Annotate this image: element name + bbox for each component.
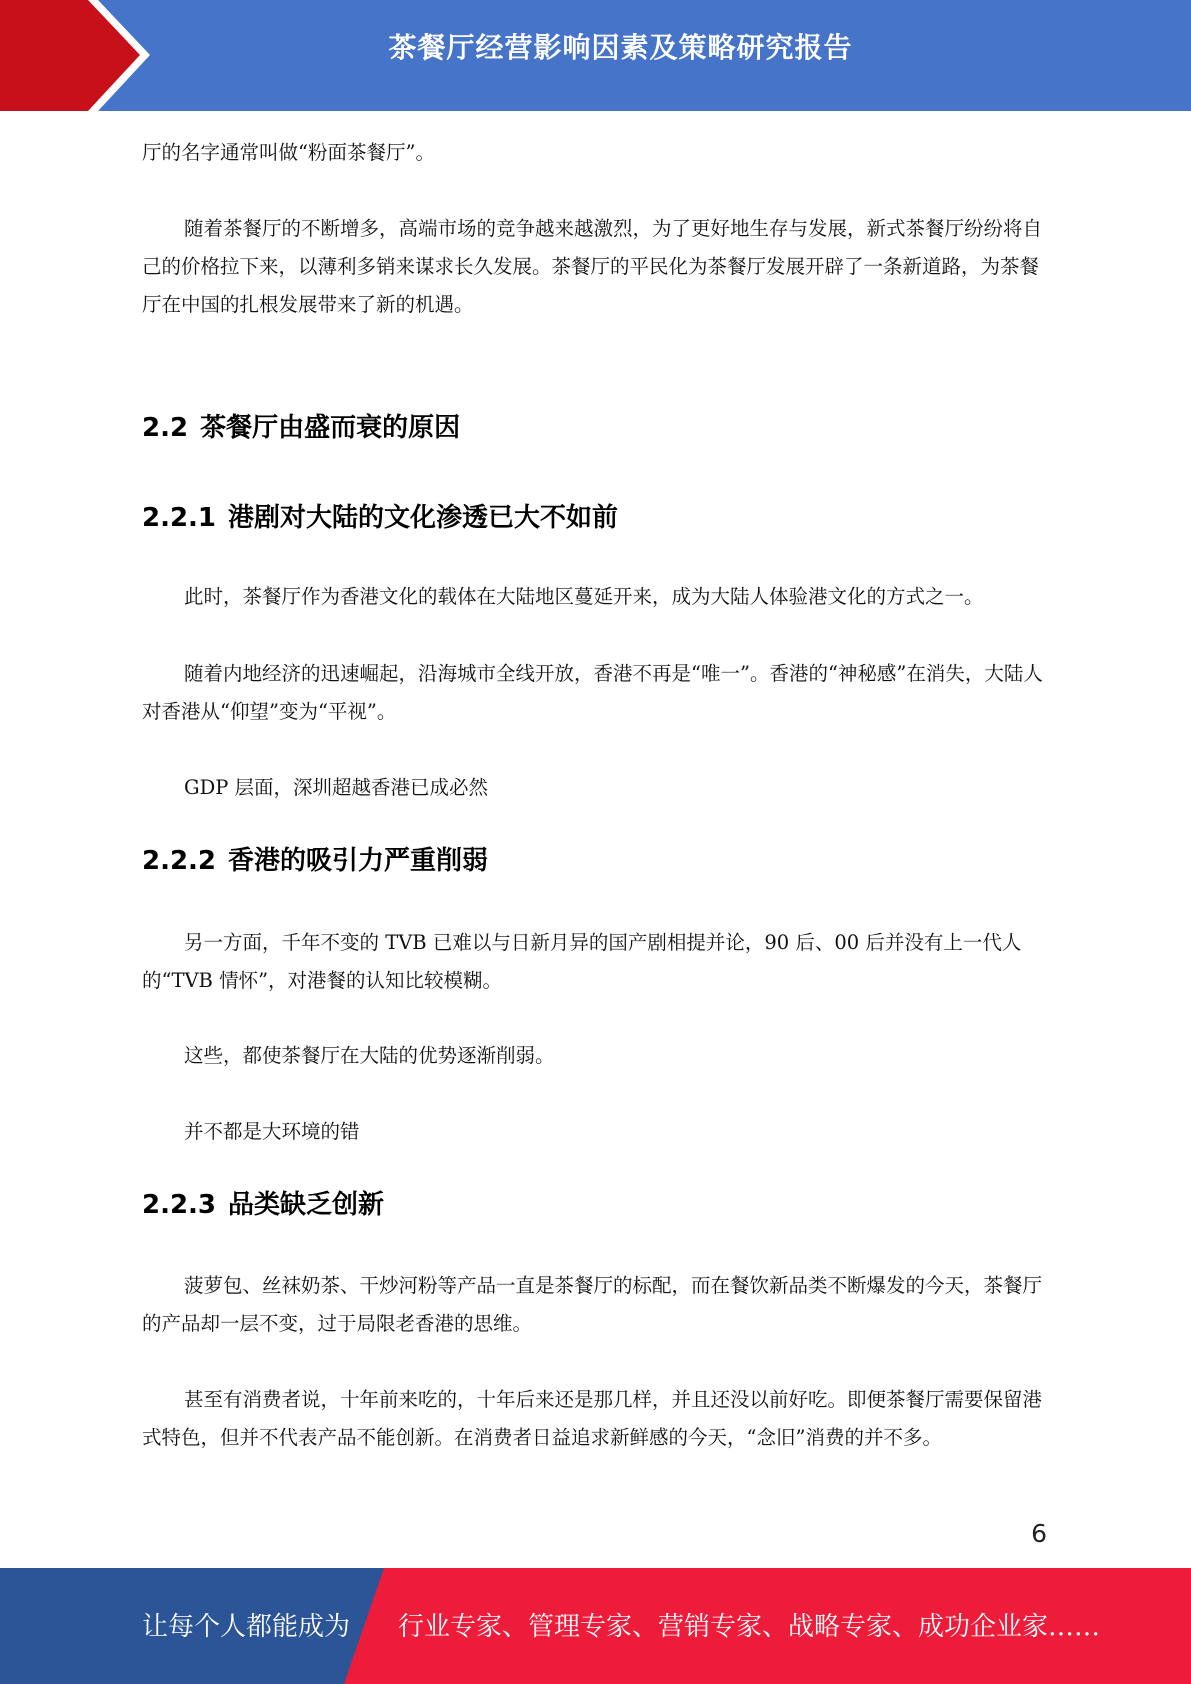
paragraph: GDP 层面，深圳超越香港已成必然 <box>184 776 489 799</box>
page-header <box>0 0 1191 111</box>
section-number: 2.2.3 <box>142 1190 217 1220</box>
section-heading-2-2 <box>142 410 460 446</box>
footer-slogan-right: 行业专家、管理专家、营销专家、战略专家、成功企业家…… <box>398 1612 1101 1642</box>
page-footer <box>0 1568 1191 1684</box>
section-number: 2.2.2 <box>142 846 217 876</box>
paragraph: 并不都是大环境的错 <box>184 1120 360 1143</box>
paragraph: 厅的名字通常叫做“粉面茶餐厅”。 <box>142 141 435 164</box>
section-heading-2-2-2 <box>142 843 488 879</box>
section-title: 茶餐厅由盛而衰的原因 <box>200 413 461 443</box>
section-number: 2.2 <box>142 413 189 443</box>
paragraph: 随着茶餐厅的不断增多，高端市场的竞争越来越激烈，为了更好地生存与发展，新式茶餐厅纷纷将自己的价格拉下来，以薄利多销来谋求长久发展。茶餐厅的平民化为茶餐厅发展开辟了一条新道路，为茶餐厅在中国的扎根发展带来了新的机遇。 <box>142 217 1043 316</box>
paragraph: 此时，茶餐厅作为香港文化的载体在大陆地区蔓延开来，成为大陆人体验港文化的方式之一。 <box>184 585 984 608</box>
section-heading-2-2-1 <box>142 500 618 536</box>
paragraph: 随着内地经济的迅速崛起，沿海城市全线开放，香港不再是“唯一”。香港的“神秘感”在消失，大陆人对香港从“仰望”变为“平视”。 <box>142 662 1043 723</box>
section-heading-2-2-3 <box>142 1187 384 1223</box>
section-number: 2.2.1 <box>142 503 217 533</box>
document-title: 茶餐厅经营影响因素及策略研究报告 <box>388 31 853 64</box>
section-title: 品类缺乏创新 <box>228 1190 385 1220</box>
footer-slogan-left: 让每个人都能成为 <box>142 1612 351 1642</box>
section-title: 港剧对大陆的文化渗透已大不如前 <box>228 503 619 533</box>
page-number: 6 <box>1031 1519 1047 1548</box>
paragraph: 另一方面，千年不变的 TVB 已难以与日新月异的国产剧相提并论，90 后、00 后并没有上一代人的“TVB 情怀”，对港餐的认知比较模糊。 <box>142 931 1022 992</box>
paragraph: 菠萝包、丝袜奶茶、干炒河粉等产品一直是茶餐厅的标配，而在餐饮新品类不断爆发的今天，茶餐厅的产品却一层不变，过于局限老香港的思维。 <box>142 1274 1043 1335</box>
paragraph: 甚至有消费者说，十年前来吃的，十年后来还是那几样，并且还没以前好吃。即便茶餐厅需要保留港式特色，但并不代表产品不能创新。在消费者日益追求新鲜感的今天，“念旧”消费的并不多。 <box>142 1388 1043 1449</box>
header-arrow-decoration <box>0 0 160 111</box>
paragraph: 这些，都使茶餐厅在大陆的优势逐渐削弱。 <box>184 1044 555 1067</box>
section-title: 香港的吸引力严重削弱 <box>228 846 489 876</box>
